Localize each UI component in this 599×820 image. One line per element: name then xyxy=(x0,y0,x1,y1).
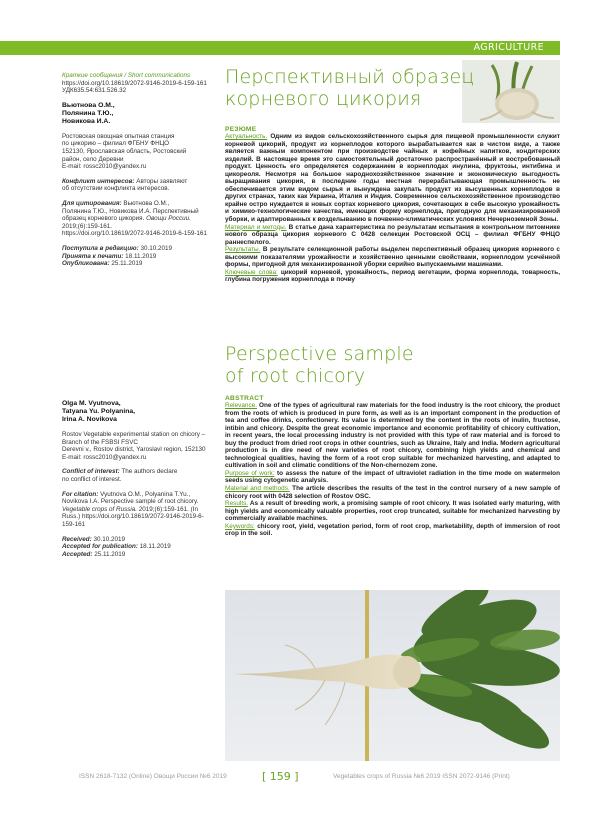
page-number: [ 159 ] xyxy=(262,770,299,783)
ru-title-line: Перспективный образец xyxy=(225,66,475,88)
results-label-en: Results. xyxy=(225,500,249,508)
conflict-label-en: Conflict of interest: xyxy=(62,468,120,476)
citation-text: образец корневого цикория. xyxy=(62,215,147,223)
citation-doi[interactable]: https://doi.org/10.18619/2072-9146-2019-6-159-161 xyxy=(62,230,207,238)
section-label: AGRICULTURE xyxy=(473,42,544,53)
en-methods xyxy=(225,485,560,500)
date-label-en: Accepted for publication: xyxy=(62,543,138,551)
citation-label-en: For citation: xyxy=(62,490,99,498)
conflict-text: Авторы заявляют xyxy=(134,177,188,185)
en-title xyxy=(225,343,560,387)
citation-line-en: Novikova I.A. Perspective sample of root chicory. xyxy=(62,498,199,506)
author-1: Вьютнова О.М., xyxy=(62,101,115,109)
ru-results xyxy=(225,246,560,269)
affiliation-line: Ростовская овощная опытная станция xyxy=(62,132,175,140)
ru-abstract xyxy=(225,126,560,284)
citation-line: 2019;(6):159-161. xyxy=(62,222,113,230)
en-title-line: Perspective sample xyxy=(225,343,414,365)
en-title-line: of root chicory xyxy=(225,365,366,387)
methods-text: В статье дана характеристика по результатам испытания в контрольном питомнике нового образца цикория корневого С 0428 селекции Ростовской ОСЦ – филиал ФГБНУ ФНЦО раннеспелого. xyxy=(225,223,560,246)
email[interactable]: E-mail: rossc2010@yandex.ru xyxy=(62,163,147,171)
footer-right: Vegetables crops of Russia №6 2019 ISSN 2072-9146 (Print) xyxy=(333,773,510,780)
email-en[interactable]: E-mail: rossc2010@yandex.ru xyxy=(62,453,147,461)
conflict-label: Конфликт интересов: xyxy=(62,177,135,185)
citation-line-en xyxy=(62,506,212,514)
date-received xyxy=(62,245,212,253)
results-label: Результаты. xyxy=(225,246,261,254)
keywords-text-en: chicory root, yield, vegetation period, form of root crop, marketability, depth of immersion of root crop in the soil. xyxy=(225,522,560,538)
date-label: Опубликована: xyxy=(62,260,110,268)
date-published-en xyxy=(62,551,212,559)
citation-line xyxy=(62,215,212,223)
ru-methods xyxy=(225,224,560,247)
author-3: Новикова И.А. xyxy=(62,117,111,125)
conflict-text-2-en: no conflict of interest. xyxy=(62,475,122,483)
author-2: Полянина Т.Ю., xyxy=(62,109,114,117)
ru-title-line: корневого цикория xyxy=(225,88,422,110)
citation xyxy=(62,200,212,208)
conflict-text-en: The authors declare xyxy=(119,468,178,476)
citation-line-en: 159-161 xyxy=(62,520,86,528)
affiliation-line: по цикорию – филиал ФГБНУ ФНЦО xyxy=(62,140,170,148)
affiliation-line: район, село Деревни xyxy=(62,155,124,163)
results-text-en: As a result of breeding work, a promising sample of root chicory. It was isolated early maturing, with high yields and economically valuable properties, root crop truncated, suitable for mechanized harvesting by commercially available machines. xyxy=(225,500,560,523)
affiliation-line-en: Rostov Vegetable experimental station on chicory – xyxy=(62,431,206,438)
ru-title xyxy=(225,66,560,110)
author-1-en: Olga M. Vyutnova, xyxy=(62,400,121,407)
methods-label-en: Material and methods. xyxy=(225,485,290,493)
date-accepted xyxy=(62,253,212,261)
en-abstract-heading: ABSTRACT xyxy=(225,395,264,402)
citation-line-en[interactable]: Russ.) https://doi.org/10.18619/2072-9146-2019-6- xyxy=(62,513,204,521)
doi-link[interactable]: https://doi.org/10.18619/2072-9146-2019-6-159-161 xyxy=(62,79,207,87)
results-text: В результате селекционной работы выделен перспективный образец цикория корневого с высокими показателями урожайности и хозяйственно ценными свойствами, корнеплодом усечённой формы, пригодной для механизированной уборки серийно выпускаемыми машинами. xyxy=(225,246,560,269)
conflict-statement-en xyxy=(62,468,212,476)
en-results xyxy=(225,500,560,523)
date-value-en: 18.11.2019 xyxy=(137,543,171,551)
methods-label: Материал и методы. xyxy=(225,223,287,231)
en-relevance xyxy=(225,402,560,470)
affiliation-line-en: Derevni v., Rostov district, Yaroslavl region, 152130 xyxy=(62,446,206,454)
citation-text-en: 2019;(6):159-161. (In xyxy=(137,505,198,513)
date-received-en xyxy=(62,536,212,544)
date-label: Поступила в редакцию: xyxy=(62,244,139,252)
keywords-text: цикорий корневой, урожайность, период вегетации, форма корнеплода, товарность, глубина погружения корнеплода в почву xyxy=(225,268,561,284)
page-footer xyxy=(0,770,599,784)
footer-left: ISSN 2618-7132 (Online) Овощи России №6 2019 xyxy=(79,773,227,780)
affiliation-line: 152130, Ярославская область, Ростовский xyxy=(62,147,187,155)
left-meta-en xyxy=(62,400,212,558)
date-value: 18.11.2019 xyxy=(123,252,157,260)
date-value: 25.11.2019 xyxy=(109,260,143,268)
relevance-label-en: Relevance. xyxy=(225,402,257,409)
chicory-plant-photo xyxy=(225,590,560,761)
relevance-text: Одним из видов сельскохозяйственного сырья для пищевой промышленности служит корневой цикорий, продукт из корнеплодов которого вырабатывается как в чистом виде, а также является важным компонентом при производстве чайных и кофейных напитков, кондитерских изделий. В настоящее время это самостоятельный достаточно распространённый и востребованный продукт. Ценность его определяется содержанием в корнеплодах инулина, фруктозы, интибина и цикореоля. Несмотря на большое народнохозяйственное значение и экономическую выгодность выращивания цикория, в последние годы местная перерабатывающая промышленность не обеспечивается этим видом сырья и вынуждена закупать продукт из высушенных корнеплодов в других странах, таких как Украина, Италия и Индия. Современное сельскохозяйственное производство крайне остро нуждается в новых сортах корневого цикория, сочетающих в себе высокую урожайность и химико-технологические качества, имеющих форму корнеплода, пригодную для механизированной уборки, и адаптированных к возделыванию в почвенно-климатических условиях Нечерноземной Зоны. xyxy=(225,133,560,224)
keywords-label: Ключевые слова: xyxy=(225,268,278,276)
date-value-en: 30.10.2019 xyxy=(91,535,126,543)
citation-line: Полянина Т.Ю., Новикова И.А. Перспективный xyxy=(62,207,199,215)
relevance-text-en: One of the types of agricultural raw materials for the food industry is the root chicory, the product from the roots of which is produced in pure form, as well as is an important component in the production of tea and coffee drinks, confectionery. Its value is determined by the content in the roots of inulin, fructose, intibin and chicory. Despite the great economic importance and economic profitability of chicory cultivation, in recent years, the local processing industry is not provided with this type of raw material and is forced to buy the product from dried root crops in other countries, such as Ukraine, Italy and India. Modern agricultural production is in dire need of new varieties of root chicory, combining high yields and chemical and technological qualities, having the form of a root crop suitable for mechanized harvesting, and adapted to cultivation in soil and climatic conditions of the Non-chernozem zone. xyxy=(225,402,560,470)
ru-abstract-heading: РЕЗЮМЕ xyxy=(225,126,257,133)
udc-code: УДК635.54:631.526.32 xyxy=(62,87,127,95)
purpose-text-en: to assess the nature of the impact of ultraviolet radiation in the time mode on watermelon seeds using cytogenetic analysis. xyxy=(225,469,560,485)
conflict-text-2: об отсутствии конфликта интересов. xyxy=(62,185,170,193)
ru-section xyxy=(225,66,560,110)
affiliation-line-en: Branch of the FSBSI FSVC xyxy=(62,438,138,446)
methods-text-en: The article describes the results of the test in the control nursery of a new sample of chicory root with 0428 selection of Rostov OSC. xyxy=(225,485,560,500)
article-category: Краткие сообщения / Short communications xyxy=(62,72,191,79)
ru-relevance xyxy=(225,133,560,224)
journal-name: Овощи России. xyxy=(146,215,191,223)
date-value: 30.10.2019 xyxy=(138,244,172,252)
journal-name-en: Vegetable crops of Russia. xyxy=(62,505,138,513)
left-meta-ru xyxy=(62,72,212,268)
en-purpose xyxy=(225,470,560,485)
purpose-label-en: Purpose of work: xyxy=(225,469,275,477)
en-abstract xyxy=(225,395,560,538)
citation-line: Вьютнова О.М., xyxy=(121,199,170,207)
citation-en xyxy=(62,491,212,499)
section-header-bar xyxy=(0,41,560,55)
date-accepted-en xyxy=(62,543,212,551)
date-label-en: Received: xyxy=(62,535,92,543)
citation-line-en: Vyutnova O.M., Polyanina T.Yu., xyxy=(98,490,191,498)
date-label-en: Accepted: xyxy=(62,550,93,558)
author-3-en: Irina A. Novikova xyxy=(62,416,117,423)
en-section xyxy=(225,343,560,387)
keywords-label-en: Keywords: xyxy=(225,522,255,530)
date-published xyxy=(62,260,212,268)
date-label: Принята к печати: xyxy=(62,252,124,260)
author-2-en: Tatyana Yu. Polyanina, xyxy=(62,408,136,415)
relevance-label: Актуальность. xyxy=(225,133,268,140)
en-keywords xyxy=(225,523,560,538)
citation-label: Для цитирования: xyxy=(62,199,122,207)
date-value-en: 25.11.2019 xyxy=(92,550,126,558)
ru-keywords xyxy=(225,269,560,284)
